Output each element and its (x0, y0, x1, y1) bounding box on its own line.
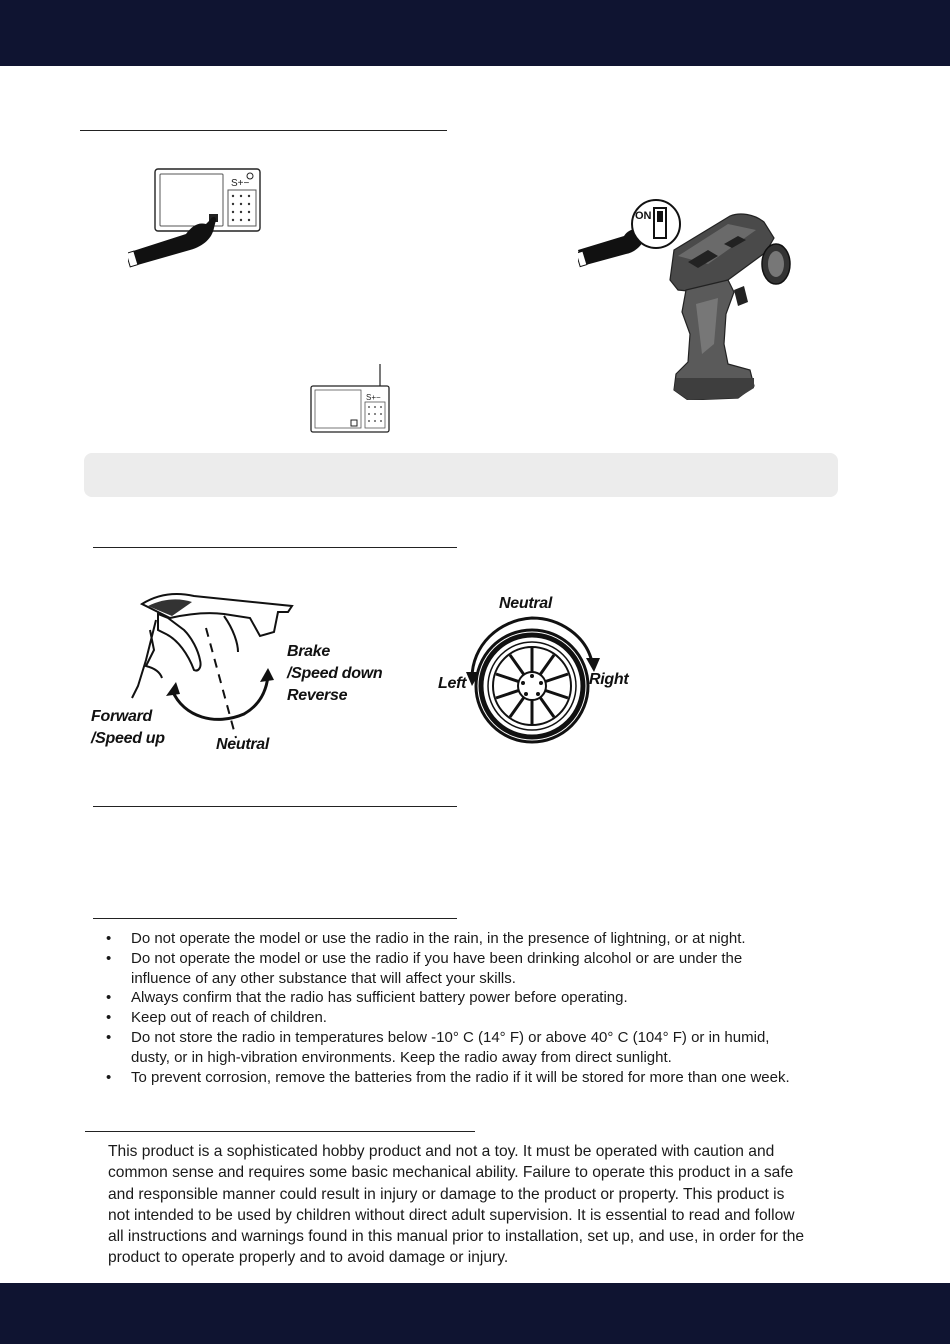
disclaimer-line: all instructions and warnings found in this manual prior to installation, set up, and use, in order for the (108, 1228, 805, 1246)
throttle-forward-label: Forward (91, 708, 153, 725)
list-item-text: dusty, or in high-vibration environments. Keep the radio away from direct sunlight. (131, 1048, 672, 1066)
throttle-brake-label: Brake (287, 643, 330, 660)
steering-wheel-diagram (462, 606, 604, 744)
section-rule-controls (93, 547, 457, 548)
throttle-reverse-label: Reverse (287, 687, 348, 704)
header-bar (0, 0, 950, 66)
receiver-bind-illustration (128, 166, 268, 268)
list-item-text: influence of any other substance that will affect your skills. (131, 969, 516, 987)
section-rule-3 (93, 806, 457, 807)
steering-right-label: Right (589, 671, 629, 688)
disclaimer-line: This product is a sophisticated hobby product and not a toy. It must be operated with caution and (108, 1143, 775, 1160)
throttle-speed-up-label: /Speed up (91, 730, 165, 747)
section-rule-precautions (93, 918, 457, 919)
list-item-text: Do not operate the model or use the radio in the rain, in the presence of lightning, or at night. (131, 930, 746, 947)
note-box (84, 453, 838, 497)
receiver-led-illustration (308, 362, 392, 434)
power-switch-label: ON (635, 210, 652, 222)
list-item (104, 1008, 884, 1028)
steering-neutral-label: Neutral (499, 595, 553, 612)
list-item-text: Do not store the radio in temperatures below -10° C (14° F) or above 40° C (104° F) or in humid, (131, 1028, 770, 1046)
footer-bar (0, 1283, 950, 1344)
throttle-neutral-label: Neutral (216, 736, 270, 753)
receiver-s-label: S+− (231, 178, 250, 189)
svg-text:S+−: S+− (366, 393, 381, 402)
disclaimer-paragraph (108, 1141, 888, 1269)
throttle-trigger-diagram (128, 590, 304, 750)
list-item-text: Keep out of reach of children. (131, 1009, 327, 1027)
section-rule-binding (80, 130, 447, 131)
list-item (104, 988, 884, 1008)
disclaimer-line: and responsible manner could result in injury or damage to the product or property. This product is (108, 1185, 785, 1203)
list-item-text: To prevent corrosion, remove the batteries from the radio if it will be stored for more than one week. (131, 1068, 790, 1086)
disclaimer-line: not intended to be used by children without direct adult supervision. It is essential to read and follow (108, 1206, 795, 1224)
section-rule-warning (85, 1131, 475, 1132)
list-item-text: Do not operate the model or use the radio if you have been drinking alcohol or are under the (131, 949, 743, 967)
list-item (104, 929, 884, 949)
precautions-list (104, 929, 884, 1087)
disclaimer-line: product to operate properly and to avoid damage or injury. (108, 1249, 509, 1267)
list-item (104, 949, 884, 989)
steering-left-label: Left (438, 675, 467, 692)
list-item (104, 1068, 884, 1088)
throttle-speed-down-label: /Speed down (287, 665, 383, 682)
transmitter-illustration (578, 194, 793, 400)
list-item (104, 1028, 884, 1068)
disclaimer-line: common sense and requires some basic mechanical ability. Failure to operate this product in a safe (108, 1164, 794, 1182)
list-item-text: Always confirm that the radio has sufficient battery power before operating. (131, 989, 628, 1007)
